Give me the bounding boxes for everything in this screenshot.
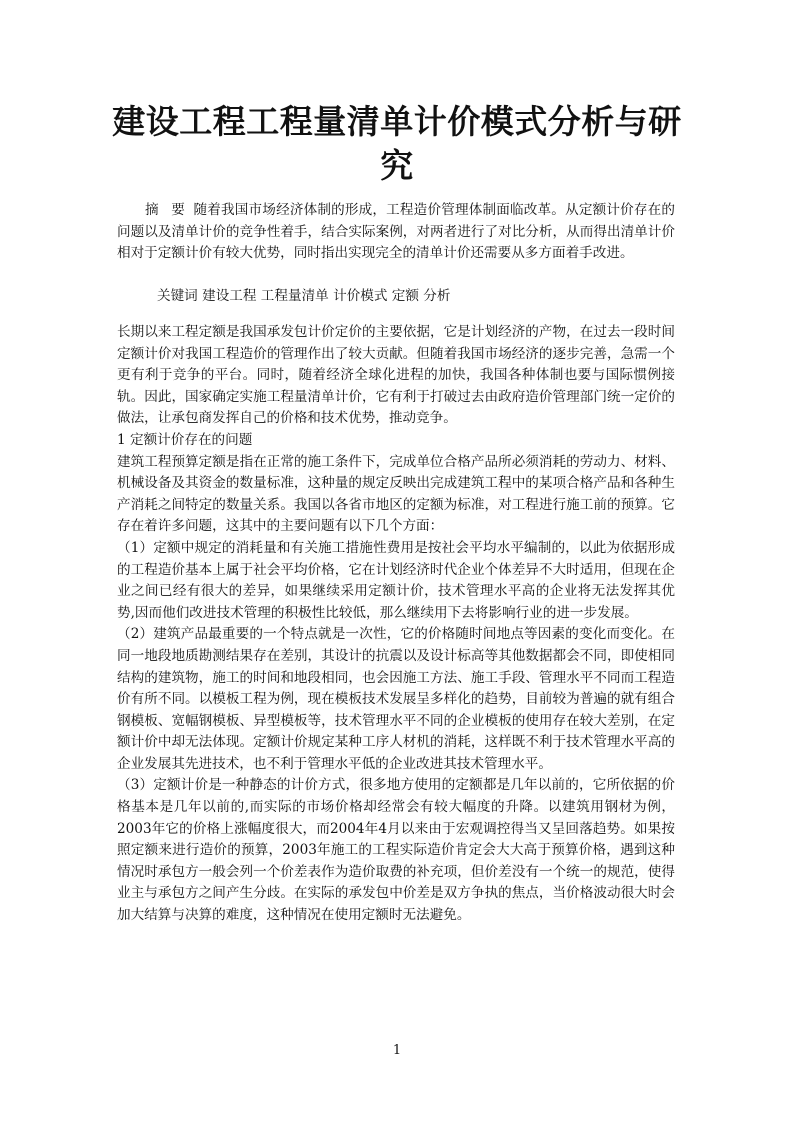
page-number: 1 bbox=[392, 1043, 402, 1058]
body-text bbox=[117, 322, 675, 927]
abstract-text: 随着我国市场经济体制的形成，工程造价管理体制面临改革。从定额计价存在的问题以及清单计价的竞争性着手，结合实际案例，对两者进行了对比分析，从而得出清单计价相对于定额计价有较大优势，同时指出实现完全的清单计价还需要从多方面着手改进。 bbox=[117, 202, 675, 262]
keywords: 关键词 建设工程 工程量清单 计价模式 定额 分析 bbox=[157, 288, 451, 304]
point-2-paragraph: （2）建筑产品最重要的一个特点就是一次性，它的价格随时间地点等因素的变化而变化。在同一地段地质勘测结果存在差别，其设计的抗震以及设计标高等其他数据都会不同，即使相同结构的建筑物，施工的时间和地段相同，也会因施工方法、施工手段、管理水平不同而工程造价有所不同。以模板工程为例，现在模板技术发展呈多样化的趋势，目前较为普遍的就有组合钢模板、宽幅钢模板、异型模板等，技术管理水平不同的企业模板的使用存在较大差别，在定额计价中却无法体现。定额计价规定某种工序人材机的消耗，这样既不利于技术管理水平高的企业发展其先进技术，也不利于管理水平低的企业改进其技术管理水平。 bbox=[117, 626, 675, 772]
point-1-paragraph: （1）定额中规定的消耗量和有关施工措施性费用是按社会平均水平编制的，以此为依据形成的工程造价基本上属于社会平均价格，它在计划经济时代企业个体差异不大时适用，但现在企业之间已经有很大的差异，如果继续采用定额计价，技术管理水平高的企业将无法发挥其优势,因而他们改进技术管理的积极性比较低，那么继续用下去将影响行业的进一步发展。 bbox=[117, 539, 675, 621]
point-3-paragraph: （3）定额计价是一种静态的计价方式，很多地方使用的定额都是几年以前的，它所依据的价格基本是几年以前的,而实际的市场价格却经常会有较大幅度的升降。以建筑用钢材为例，2003年它的价格上涨幅度很大，而2004年4月以来由于宏观调控得当又呈回落趋势。如果按照定额来进行造价的预算，2003年施工的工程实际造价肯定会大大高于预算价格，遇到这种情况时承包方一般会列一个价差表作为造价取费的补充项，但价差没有一个统一的规范，使得业主与承包方之间产生分歧。在实际的承发包中价差是双方争执的焦点，当价格波动很大时会加大结算与决算的难度，这种情况在使用定额时无法避免。 bbox=[117, 777, 675, 924]
section-heading-1: 1 定额计价存在的问题 bbox=[117, 431, 253, 448]
abstract-label: 摘 要 bbox=[145, 202, 190, 218]
document-title: 建设工程工程量清单计价模式分析与研究 bbox=[112, 102, 682, 185]
intro-paragraph: 长期以来工程定额是我国承发包计价定价的主要依据，它是计划经济的产物，在过去一段时间定额计价对我国工程造价的管理作出了较大贡献。但随着我国市场经济的逐步完善，急需一个更有利于竞争的平台。同时，随着经济全球化进程的加快，我国各种体制也要与国际惯例接轨。因此，国家确定实施工程量清单计价，它有利于打破过去由政府造价管理部门统一定价的做法，让承包商发挥自己的价格和技术优势，推动竞争。 bbox=[117, 324, 675, 427]
abstract bbox=[117, 200, 675, 265]
section-paragraph: 建筑工程预算定额是指在正常的施工条件下，完成单位合格产品所必须消耗的劳动力、材料、机械设备及其资金的数量标准，这种量的规定反映出完成建筑工程中的某项合格产品和各种生产消耗之间特定的数量关系。我国以各省市地区的定额为标准，对工程进行施工前的预算。它存在着许多问题，这其中的主要问题有以下几个方面： bbox=[117, 453, 675, 535]
